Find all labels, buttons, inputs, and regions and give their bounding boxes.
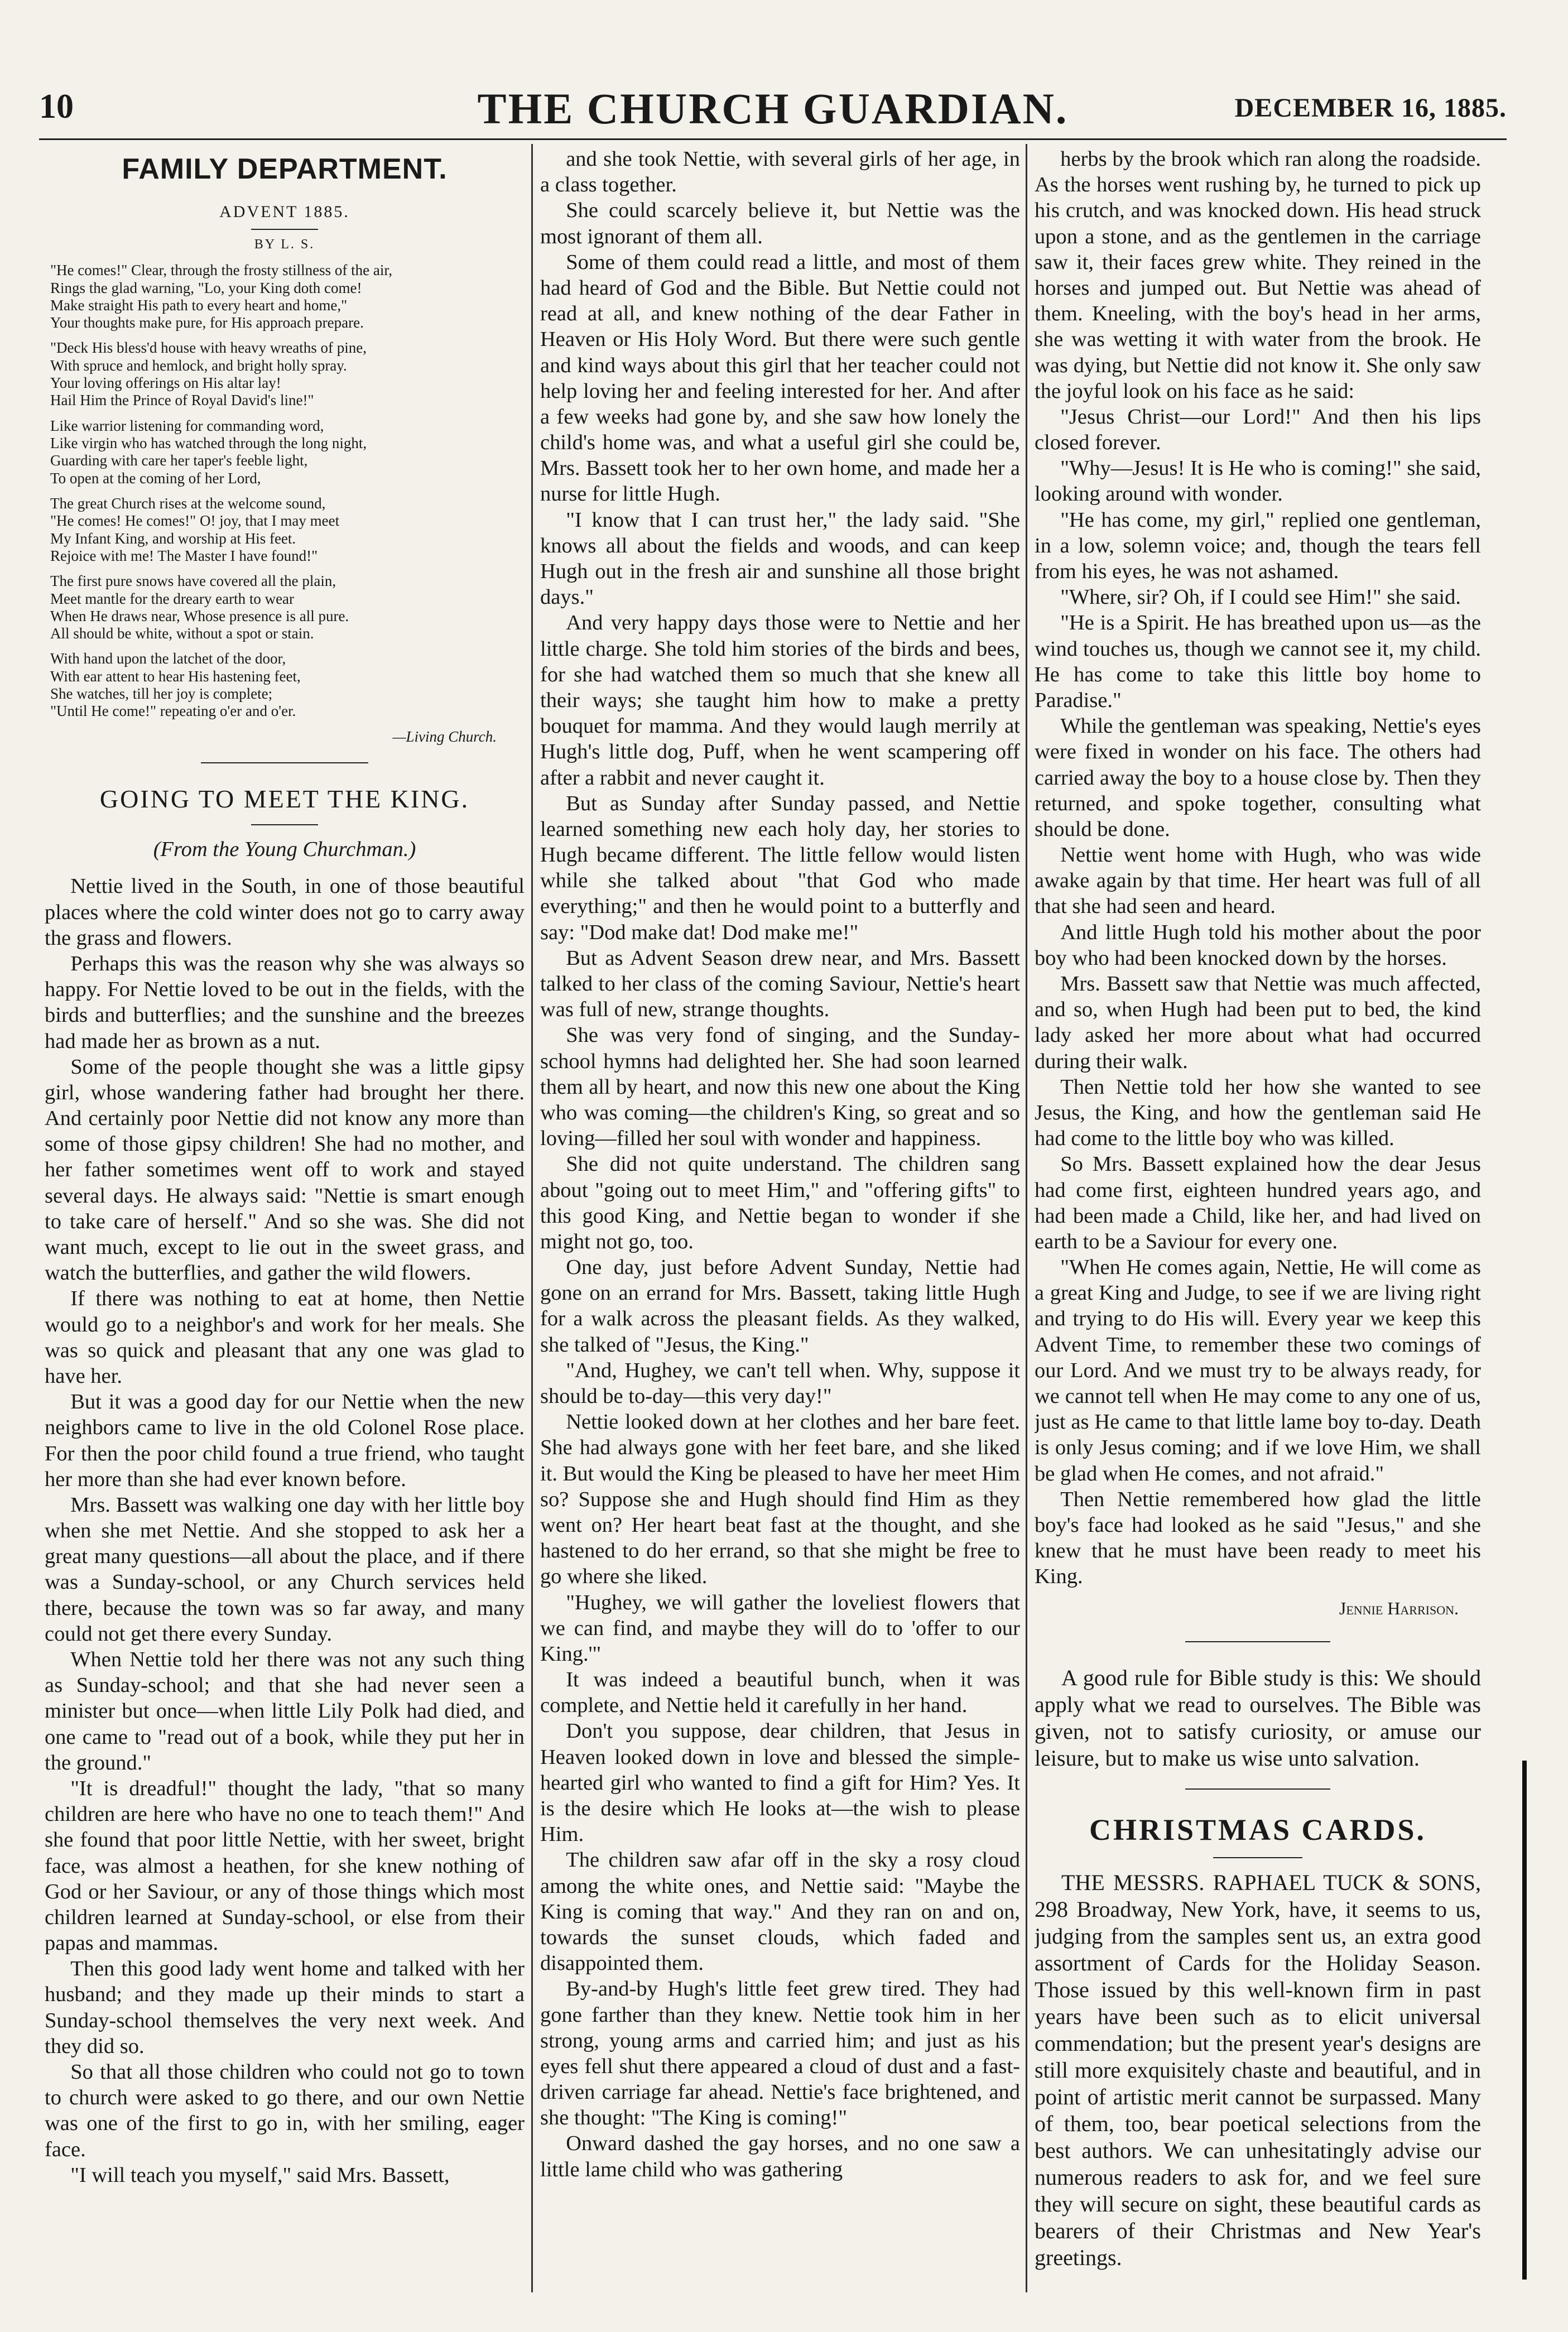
poem-line: All should be white, without a spot or stain. xyxy=(50,625,314,642)
story-body xyxy=(45,873,525,2188)
divider xyxy=(201,762,368,763)
paragraph: Onward dashed the gay horses, and no one saw a little lame child who was gathering xyxy=(540,2132,1020,2181)
poem-line: Rejoice with me! The Master I have found!" xyxy=(50,547,318,564)
poem-line: "He comes! He comes!" O! joy, that I may meet xyxy=(50,512,340,530)
paragraph: Mrs. Bassett saw that Nettie was much affected, and so, when Hugh had been put to bed, the kind lady asked her more about what had occurred during their walk. xyxy=(1035,972,1481,1073)
story-title: GOING TO MEET THE KING. xyxy=(99,785,470,813)
paragraph: Perhaps this was the reason why she was always so happy. For Nettie loved to be out in the fields, with the birds and butterflies; and the sunshine and the breezes had made her as brown as a nut. xyxy=(45,951,525,1053)
column-2 xyxy=(540,146,1020,2289)
paragraph: She was very fond of singing, and the Sunday-school hymns had delighted her. She had soon learned them all by heart, and now this new one about the King who was coming—the children's King, so great and so loving—filled her soul with wonder and happiness. xyxy=(540,1023,1020,1151)
column-1 xyxy=(45,146,525,2289)
masthead-rule xyxy=(39,138,1507,140)
paragraph: If there was nothing to eat at home, then Nettie would go to a neighbor's and work for her meals. She was so quick and pleasant that any one was glad to have her. xyxy=(45,1287,525,1388)
divider xyxy=(1213,1857,1302,1858)
paragraph: "Where, sir? Oh, if I could see Him!" she said. xyxy=(1060,585,1461,609)
story-body-end xyxy=(1035,146,1481,1590)
paragraph: Don't you suppose, dear children, that Jesus in Heaven looked down in love and blessed the simple-hearted girl who wanted to find a gift for Him? Yes. It is the desire which He looks at—the wish to please Him. xyxy=(540,1719,1020,1847)
paragraph: "When He comes again, Nettie, He will come as a great King and Judge, to see if we are living right and trying to do His will. Every year we keep this Advent Time, to remember these two comings of our Lord. And we must try to be always ready, for we cannot tell when He may come to any one of us, just as He came to that little lame boy to-day. Death is only Jesus coming; and if we love Him, we shall be glad when He comes, and not afraid." xyxy=(1035,1256,1481,1485)
poem-line: Rings the glad warning, "Lo, your King doth come! xyxy=(50,279,362,296)
poem-title: ADVENT 1885. xyxy=(219,203,350,222)
divider xyxy=(1185,1788,1330,1790)
poem-stanza xyxy=(50,573,525,642)
poem-line: My Infant King, and worship at His feet. xyxy=(50,530,296,547)
poem-line: She watches, till her joy is complete; xyxy=(50,685,273,703)
paragraph: By-and-by Hugh's little feet grew tired. They had gone farther than they knew. Nettie took him in her strong, young arms and carried him; and just as his eyes fell shut there appeared a cloud of dust and a fast-driven carriage far ahead. Nettie's face brightened, and she thought: "The King is coming!" xyxy=(540,1977,1020,2130)
paragraph: Mrs. Bassett was walking one day with her little boy when she met Nettie. And she stopped to ask her a great many questions—all about the place, and if there was a Sunday-school, or any Church services held there, because the town was so far away, and many could not get there every Sunday. xyxy=(45,1493,525,1646)
paragraph: She did not quite understand. The children sang about "going out to meet Him," and "offering gifts" to this good King, and Nettie began to wonder if she might not go, too. xyxy=(540,1152,1020,1253)
paragraph: Nettie went home with Hugh, who was wide awake again by that time. Her heart was full of all that she had seen and heard. xyxy=(1035,843,1481,919)
author-signature: Jennie Harrison. xyxy=(1339,1598,1459,1618)
paragraph: And little Hugh told his mother about the poor boy who had been knocked down by the horses. xyxy=(1035,920,1481,970)
divider xyxy=(1185,1641,1330,1642)
poem-line: The first pure snows have covered all the plain, xyxy=(50,573,336,590)
poem-stanza xyxy=(50,262,525,331)
poem-line: To open at the coming of her Lord, xyxy=(50,469,261,487)
poem-line: Your thoughts make pure, for His approach prepare. xyxy=(50,314,364,331)
story-body-continued xyxy=(540,146,1020,2182)
column-3 xyxy=(1035,146,1481,2289)
paragraph: "Jesus Christ—our Lord!" And then his lips closed forever. xyxy=(1035,405,1481,455)
poem-line: The great Church rises at the welcome sound, xyxy=(50,494,326,512)
story-source: (From the Young Churchman.) xyxy=(153,838,416,862)
poem-line: With ear attent to hear His hastening feet, xyxy=(50,667,301,685)
paragraph: herbs by the brook which ran along the roadside. As the horses went rushing by, he turned to pick up his crutch, and was knocked down. His head struck upon a stone, and as the gentlemen in the carriage saw it, their faces grew white. They reined in the horses and jumped out. But Nettie was ahead of them. Kneeling, with the boy's head in her arms, she was wetting it with water from the brook. He was dying, but Nettie did not know it. She only saw the joyful look on his face as he said: xyxy=(1035,147,1481,403)
paragraph: "I know that I can trust her," the lady said. "She knows all about the fields and woods, and can keep Hugh out in the fresh air and sunshine all those bright days." xyxy=(540,508,1020,609)
paragraph: "Hughey, we will gather the loveliest flowers that we can find, and maybe they will do to 'offer to our King.'" xyxy=(540,1590,1020,1666)
poem-byline: BY L. S. xyxy=(254,237,315,252)
paragraph: and she took Nettie, with several girls of her age, in a class together. xyxy=(540,147,1020,197)
paragraph: She could scarcely believe it, but Nettie was the most ignorant of them all. xyxy=(540,199,1020,248)
paragraph: When Nettie told her there was not any such thing as Sunday-school; and that she had never seen a minister but once—when little Lily Polk had died, and one came to "read out of a book, while they put her in the ground." xyxy=(45,1648,525,1775)
poem-source: —Living Church. xyxy=(392,728,497,745)
poem xyxy=(50,262,525,746)
masthead xyxy=(39,84,1507,137)
poem-line: With hand upon the latchet of the door, xyxy=(50,650,286,667)
paragraph: Then Nettie told her how she wanted to see Jesus, the King, and how the gentleman said He had come to the little boy who was killed. xyxy=(1035,1075,1481,1151)
paragraph: "It is dreadful!" thought the lady, "that so many children are here who have no one to teach them!" And she found that poor little Nettie, with her sweet, bright face, was almost a heathen, for she knew nothing of God or her Saviour, or any of those things which most children learned at Sunday-school, or else from their papas and mammas. xyxy=(45,1776,525,1955)
poem-stanza xyxy=(50,339,525,409)
poem-line: Make straight His path to every heart and home," xyxy=(50,296,348,314)
margin-bracket xyxy=(1522,1761,1527,2280)
column-divider xyxy=(531,144,533,2292)
poem-line: Hail Him the Prince of Royal David's line!" xyxy=(50,392,314,409)
poem-line: "Until He come!" repeating o'er and o'er. xyxy=(50,703,296,720)
poem-line: With spruce and hemlock, and bright holly spray. xyxy=(50,357,347,374)
paragraph: "And, Hughey, we can't tell when. Why, suppose it should be to-day—this very day!" xyxy=(540,1358,1020,1408)
paragraph: One day, just before Advent Sunday, Nettie had gone on an errand for Mrs. Bassett, taking little Hugh for a walk across the pleasant fields. As they walked, she talked of "Jesus, the King." xyxy=(540,1256,1020,1357)
page-number: 10 xyxy=(39,88,74,126)
column-divider xyxy=(1026,144,1027,2292)
paragraph: Then this good lady went home and talked with her husband; and they made up their minds to start a Sunday-school themselves the very next week. And they did so. xyxy=(45,1957,525,2058)
divider xyxy=(251,229,318,230)
paragraph: But it was a good day for our Nettie when the new neighbors came to live in the old Colonel Rose place. For then the poor child found a true friend, who taught her more than she had ever known before. xyxy=(45,1390,525,1491)
section-heading: FAMILY DEPARTMENT. xyxy=(122,153,448,185)
poem-line: Meet mantle for the dreary earth to wear xyxy=(50,590,295,607)
poem-line: "Deck His bless'd house with heavy wreaths of pine, xyxy=(50,339,367,357)
issue-date: DECEMBER 16, 1885. xyxy=(1234,93,1507,123)
paragraph: While the gentleman was speaking, Nettie's eyes were fixed in wonder on his face. The others had carried away the boy to a house close by. Then they returned, and spoke together, consulting what should be done. xyxy=(1035,714,1481,841)
paragraph: The children saw afar off in the sky a rosy cloud among the white ones, and Nettie said: "Maybe the King is coming that way." And they ran on and on, towards the sunset clouds, which faded and disappointed them. xyxy=(540,1848,1020,1975)
paragraph: But as Sunday after Sunday passed, and Nettie learned something new each holy day, her stories to Hugh became different. The little fellow would listen while she talked about "that God who made everything;" and then he would point to a butterfly and say: "Dod make dat! Dod make me!" xyxy=(540,791,1020,944)
paragraph: It was indeed a beautiful bunch, when it was complete, and Nettie held it carefully in her hand. xyxy=(540,1668,1020,1718)
paragraph: "He has come, my girl," replied one gentleman, in a low, solemn voice; and, though the tears fell from his eyes, he was not ashamed. xyxy=(1035,508,1481,583)
christmas-cards-heading: CHRISTMAS CARDS. xyxy=(1089,1812,1427,1847)
paragraph: "I will teach you myself," said Mrs. Bassett, xyxy=(70,2163,450,2187)
paragraph: But as Advent Season drew near, and Mrs. Bassett talked to her class of the coming Saviour, Nettie's heart was full of new, strange thoughts. xyxy=(540,946,1020,1022)
divider xyxy=(251,824,318,825)
paragraph: And very happy days those were to Nettie and her little charge. She told him stories of the birds and bees, for she had watched them so much that she knew all their ways; she taught him how to make a pretty bouquet for mamma. And they would laugh merrily at Hugh's little dog, Puff, when he went scampering off after a rabbit and never caught it. xyxy=(540,611,1020,790)
poem-line: Like virgin who has watched through the long night, xyxy=(50,435,367,451)
paragraph: Then Nettie remembered how glad the little boy's face had looked as he said "Jesus," and she knew that he must have been ready to meet his King. xyxy=(1035,1487,1481,1589)
poem-line: "He comes!" Clear, through the frosty stillness of the air, xyxy=(50,262,392,279)
paragraph: "Why—Jesus! It is He who is coming!" she said, looking around with wonder. xyxy=(1035,456,1481,506)
paragraph: So that all those children who could not go to town to church were asked to go there, and our own Nettie was one of the first to go in, with her smiling, eager face. xyxy=(45,2060,525,2161)
newspaper-title: THE CHURCH GUARDIAN. xyxy=(477,84,1069,133)
christmas-cards-article: THE MESSRS. RAPHAEL TUCK & SONS, 298 Broadway, New York, have, it seems to us, judging from the samples sent us, an extra good assortment of Cards for the Holiday Season. Those issued by this well-known firm in past years have been such as to elicit universal commendation; but the present year's designs are still more exquisitely chaste and beautiful, and in point of artistic merit cannot be surpassed. Many of them, too, bear poetical selections from the best authors. We can unhesitatingly advise our numerous readers to ask for, and we feel sure they will secure on sight, these beautiful cards as bearers of their Christmas and New Year's greetings. xyxy=(1035,1869,1481,2270)
poem-stanza xyxy=(50,495,525,565)
poem-line: Like warrior listening for commanding word, xyxy=(50,417,324,434)
poem-line: When He draws near, Whose presence is all pure. xyxy=(50,607,349,624)
paragraph: Nettie looked down at her clothes and her bare feet. She had always gone with her feet bare, and she liked it. But would the King be pleased to have her meet Him so? Suppose she and Hugh should find Him as they went on? Her heart beat fast at the thought, and she hastened to do her errand, so that she might be free to go where she liked. xyxy=(540,1410,1020,1589)
paragraph: "He is a Spirit. He has breathed upon us—as the wind touches us, though we cannot see it, my child. He has come to take this little boy home to Paradise." xyxy=(1035,611,1481,712)
paragraph: Some of the people thought she was a little gipsy girl, whose wandering father had brought her there. And certainly poor Nettie did not know any more than some of those gipsy children! She had no mother, and her father sometimes went off to work and stayed several days. He always said: "Nettie is smart enough to take care of herself." And so she was. She did not want much, except to lie out in the sweet grass, and watch the butterflies, and gather the wild flowers. xyxy=(45,1055,525,1285)
paragraph: Nettie lived in the South, in one of those beautiful places where the cold winter does not go to carry away the grass and flowers. xyxy=(45,874,525,950)
bible-study-note: A good rule for Bible study is this: We should apply what we read to ourselves. The Bible was given, not to satisfy curiosity, or amuse our leisure, but to make us wise unto salvation. xyxy=(1035,1665,1481,1771)
poem-line: Guarding with care her taper's feeble light, xyxy=(50,452,308,469)
paragraph: Some of them could read a little, and most of them had heard of God and the Bible. But Nettie could not read at all, and knew nothing of the dear Father in Heaven or His Holy Word. But there were such gentle and kind ways about this girl that her teacher could not help loving her and feeling interested for her. And after a few weeks had gone by, and she saw how lonely the child's home was, and what a useful girl she could be, Mrs. Bassett took her to her own home, and made her a nurse for little Hugh. xyxy=(540,250,1020,506)
poem-stanza xyxy=(50,417,525,487)
poem-line: Your loving offerings on His altar lay! xyxy=(50,374,281,392)
poem-stanza xyxy=(50,650,525,720)
paragraph: So Mrs. Bassett explained how the dear Jesus had come first, eighteen hundred years ago, and had been made a Child, like her, and had lived on earth to be a Saviour for every one. xyxy=(1035,1152,1481,1253)
